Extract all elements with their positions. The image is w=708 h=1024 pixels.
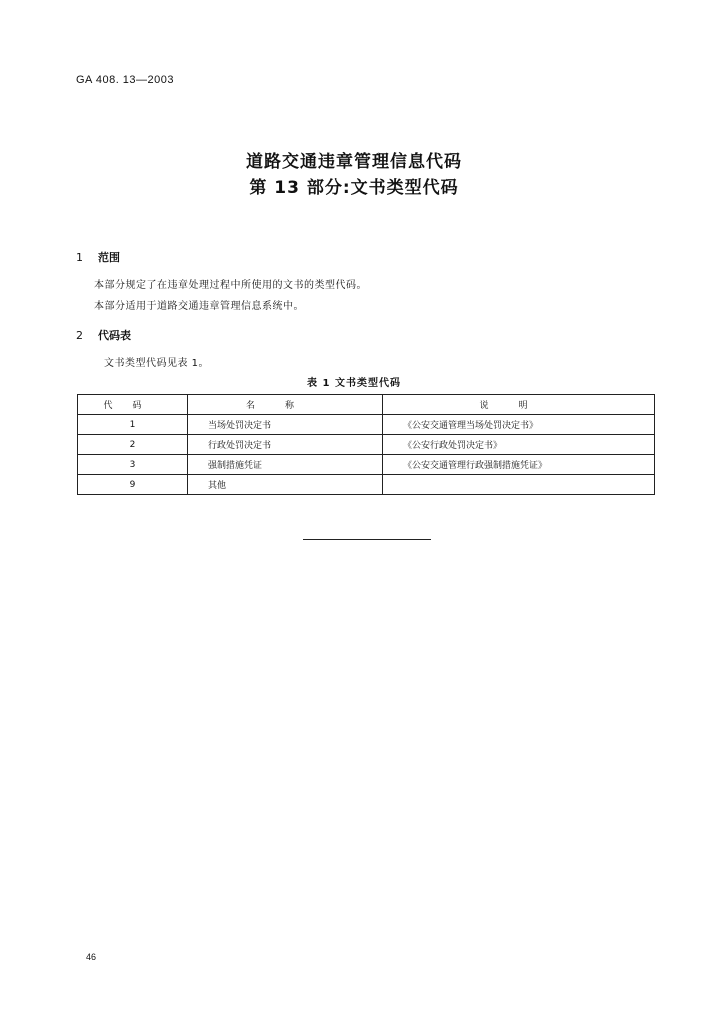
cell-description: 《公安交通管理当场处罚决定书》 — [383, 415, 655, 435]
table-header-row — [78, 395, 655, 415]
table-row — [78, 455, 655, 475]
table-row — [78, 415, 655, 435]
section-1-heading — [76, 249, 120, 265]
header-code: 代码 — [78, 395, 188, 415]
section-2-paragraph-1: 文书类型代码见表 1。 — [104, 358, 210, 369]
section-2-heading — [76, 327, 131, 343]
code-table — [77, 394, 655, 495]
cell-description — [383, 475, 655, 495]
cell-code: 9 — [78, 475, 188, 495]
document-title: 道路交通违章管理信息代码 — [246, 152, 462, 172]
section-1-paragraph-2: 本部分适用于道路交通违章管理信息系统中。 — [94, 301, 304, 312]
section-1-number: 1 — [76, 251, 83, 264]
header-description: 说明 — [383, 395, 655, 415]
header-name: 名称 — [188, 395, 383, 415]
table-row — [78, 435, 655, 455]
standard-code: GA 408. 13—2003 — [76, 74, 175, 86]
table-row — [78, 475, 655, 495]
cell-code: 1 — [78, 415, 188, 435]
section-1-paragraph-1: 本部分规定了在违章处理过程中所使用的文书的类型代码。 — [94, 280, 367, 291]
section-1-title: 范围 — [98, 251, 120, 264]
cell-description: 《公安交通管理行政强制措施凭证》 — [383, 455, 655, 475]
cell-code: 3 — [78, 455, 188, 475]
page-number: 46 — [86, 952, 97, 962]
document-subtitle: 第 13 部分:文书类型代码 — [249, 178, 459, 198]
cell-name: 强制措施凭证 — [188, 455, 383, 475]
table-caption: 表 1 文书类型代码 — [307, 378, 401, 389]
cell-name: 当场处罚决定书 — [188, 415, 383, 435]
cell-name: 行政处罚决定书 — [188, 435, 383, 455]
section-2-title: 代码表 — [98, 329, 131, 342]
cell-name: 其他 — [188, 475, 383, 495]
cell-code: 2 — [78, 435, 188, 455]
cell-description: 《公安行政处罚决定书》 — [383, 435, 655, 455]
end-divider — [303, 539, 431, 540]
section-2-number: 2 — [76, 329, 83, 342]
